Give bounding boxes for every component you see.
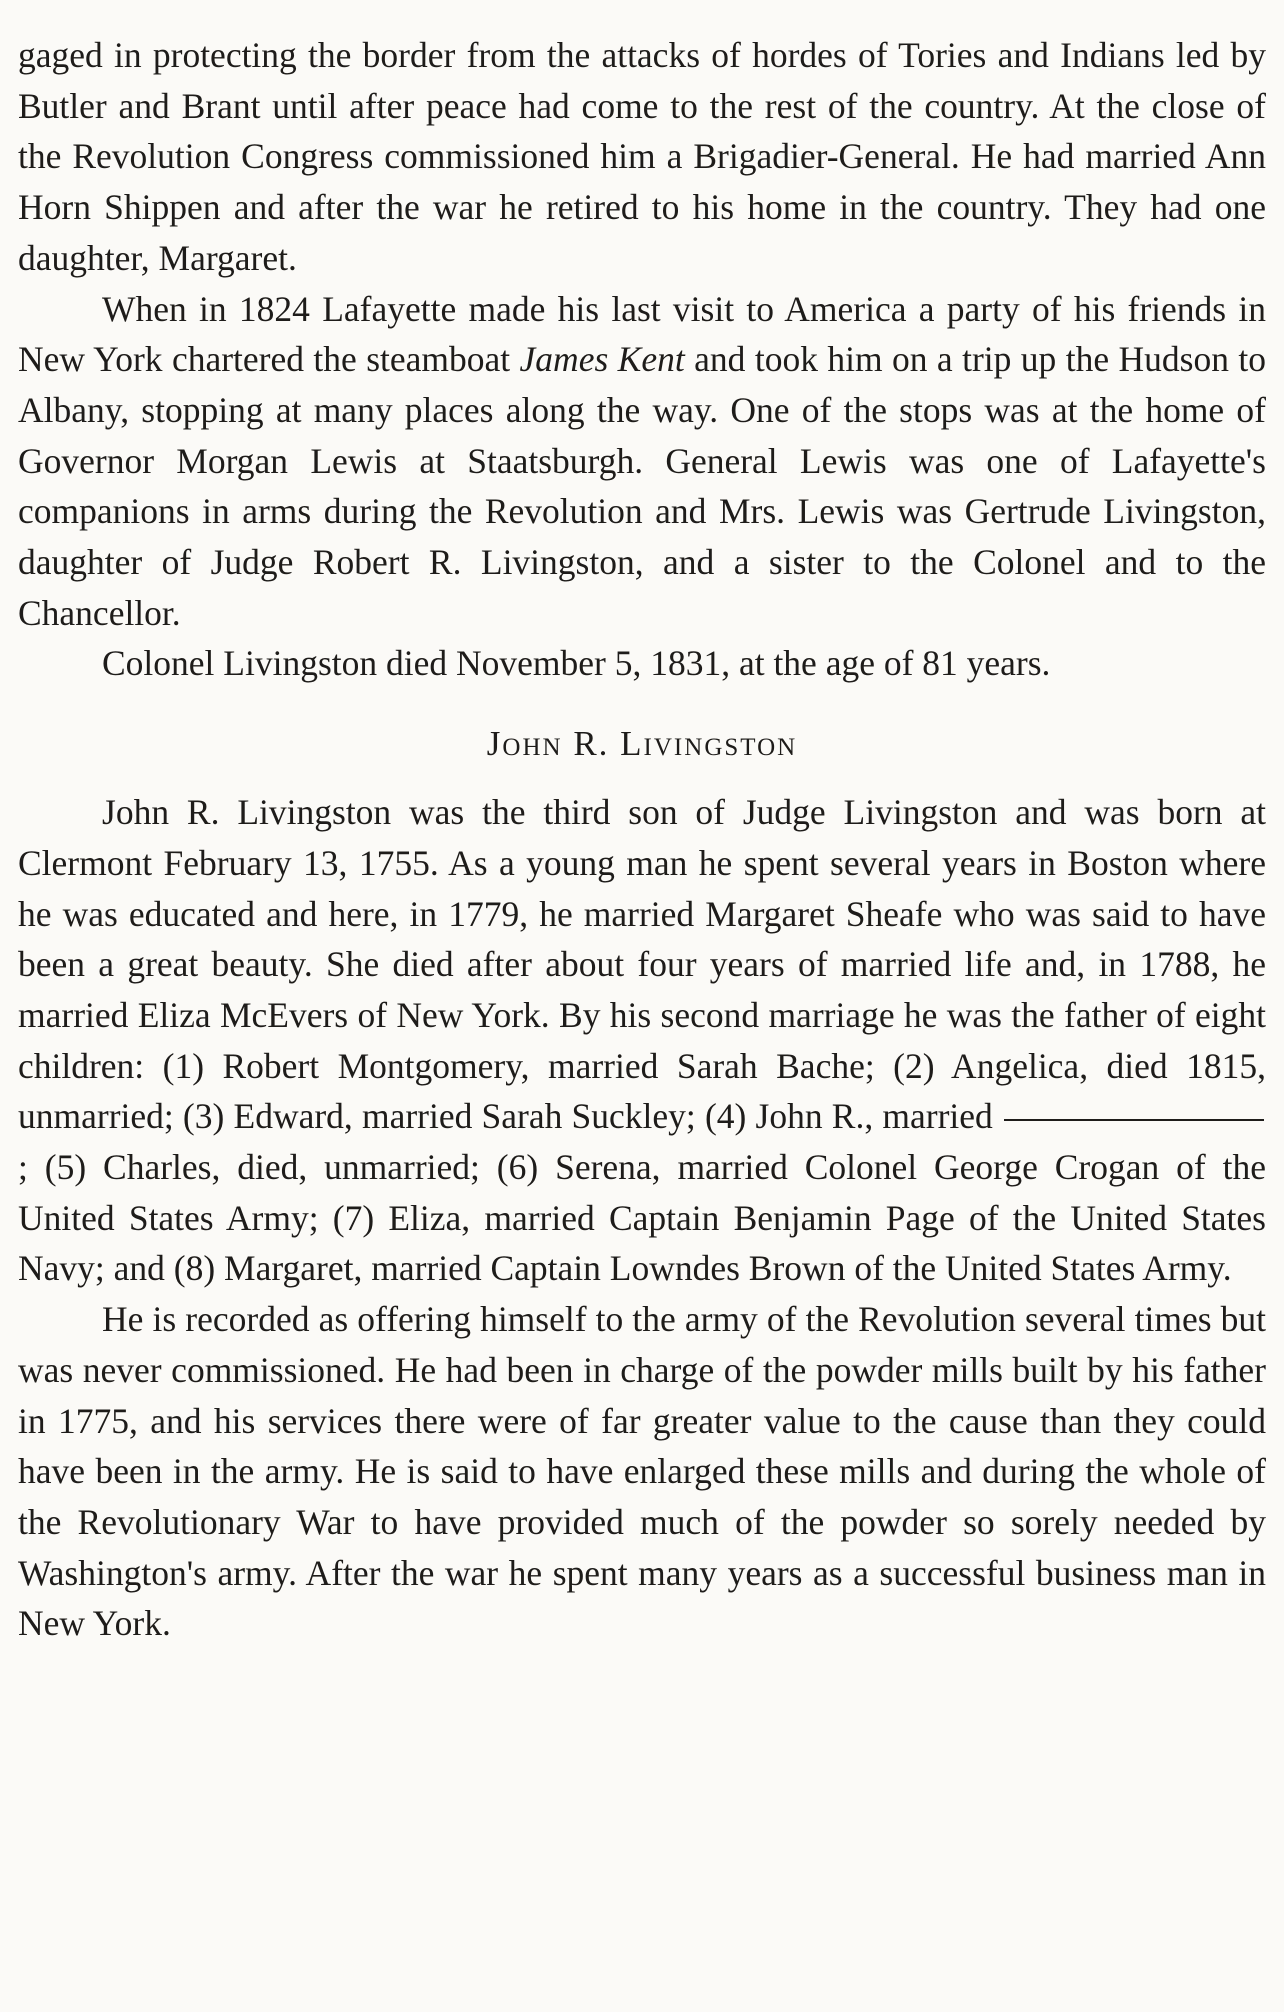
blank-name-line [1004,1119,1264,1121]
document-page [18,30,1266,1649]
paragraph-john-text-a: John R. Livingston was the third son of Judge Livingston and was born at Clermont February 13, 1755. As a young man he spent several years in Boston where he was educated and here, in 1779, he married Margaret Sheafe who was said to have been a great beauty. She died after about four years of married life and, in 1788, he married Eliza McEvers of New York. By his second marriage he was the father of eight children: (1) Robert Montgomery, married Sarah Bache; (2) Angelica, died 1815, unmarried; (3) Edward, married Sarah Suckley; (4) John R., married [18,792,1266,1137]
section-heading: John R. Livingston [486,724,798,764]
paragraph-john-text-b: ; (5) Charles, died, unmarried; (6) Serena, married Colonel George Crogan of the United States Army; (7) Eliza, married Captain Benjamin Page of the United States Navy; and (8) Margaret, married Captain Lowndes Brown of the United States Army. [18,1147,1266,1289]
paragraph-lafayette-text-b: and took him on a trip up the Hudson to Albany, stopping at many places along the way. One of the stops was at the home of Governor Morgan Lewis at Staatsburgh. General Lewis was one of Lafayette's companions in arms during the Revolution and Mrs. Lewis was Gertrude Livingston, daughter of Judge Robert R. Livingston, and a sister to the Colonel and to the Chancellor. [18,339,1266,633]
paragraph-death: Colonel Livingston died November 5, 1831, at the age of 81 years. [102,643,1051,684]
paragraph-john-r-livingston [18,787,1266,1294]
steamboat-name: James Kent [519,339,685,380]
paragraph-continuation: gaged in protecting the border from the attacks of hordes of Tories and Indians led by Butler and Brant until after peace had come to the rest of the country. At the close of the Revolution Congress commissioned him a Brigadier-General. He had married Ann Horn Shippen and after the war he retired to his home in the country. They had one daughter, Margaret. [18,35,1266,278]
paragraph-lafayette [18,284,1266,639]
paragraph-lafayette-text-a: When in 1824 Lafayette made his last visit to America a party of his friends in New York chartered the steamboat [18,288,1266,380]
paragraph-powder-mills: He is recorded as offering himself to the army of the Revolution several times but was never commissioned. He had been in charge of the powder mills built by his father in 1775, and his services there were of far greater value to the cause than they could have been in the army. He is said to have enlarged these mills and during the whole of the Revolutionary War to have provided much of the powder so sorely needed by Washington's army. After the war he spent many years as a successful business man in New York. [18,1299,1266,1644]
